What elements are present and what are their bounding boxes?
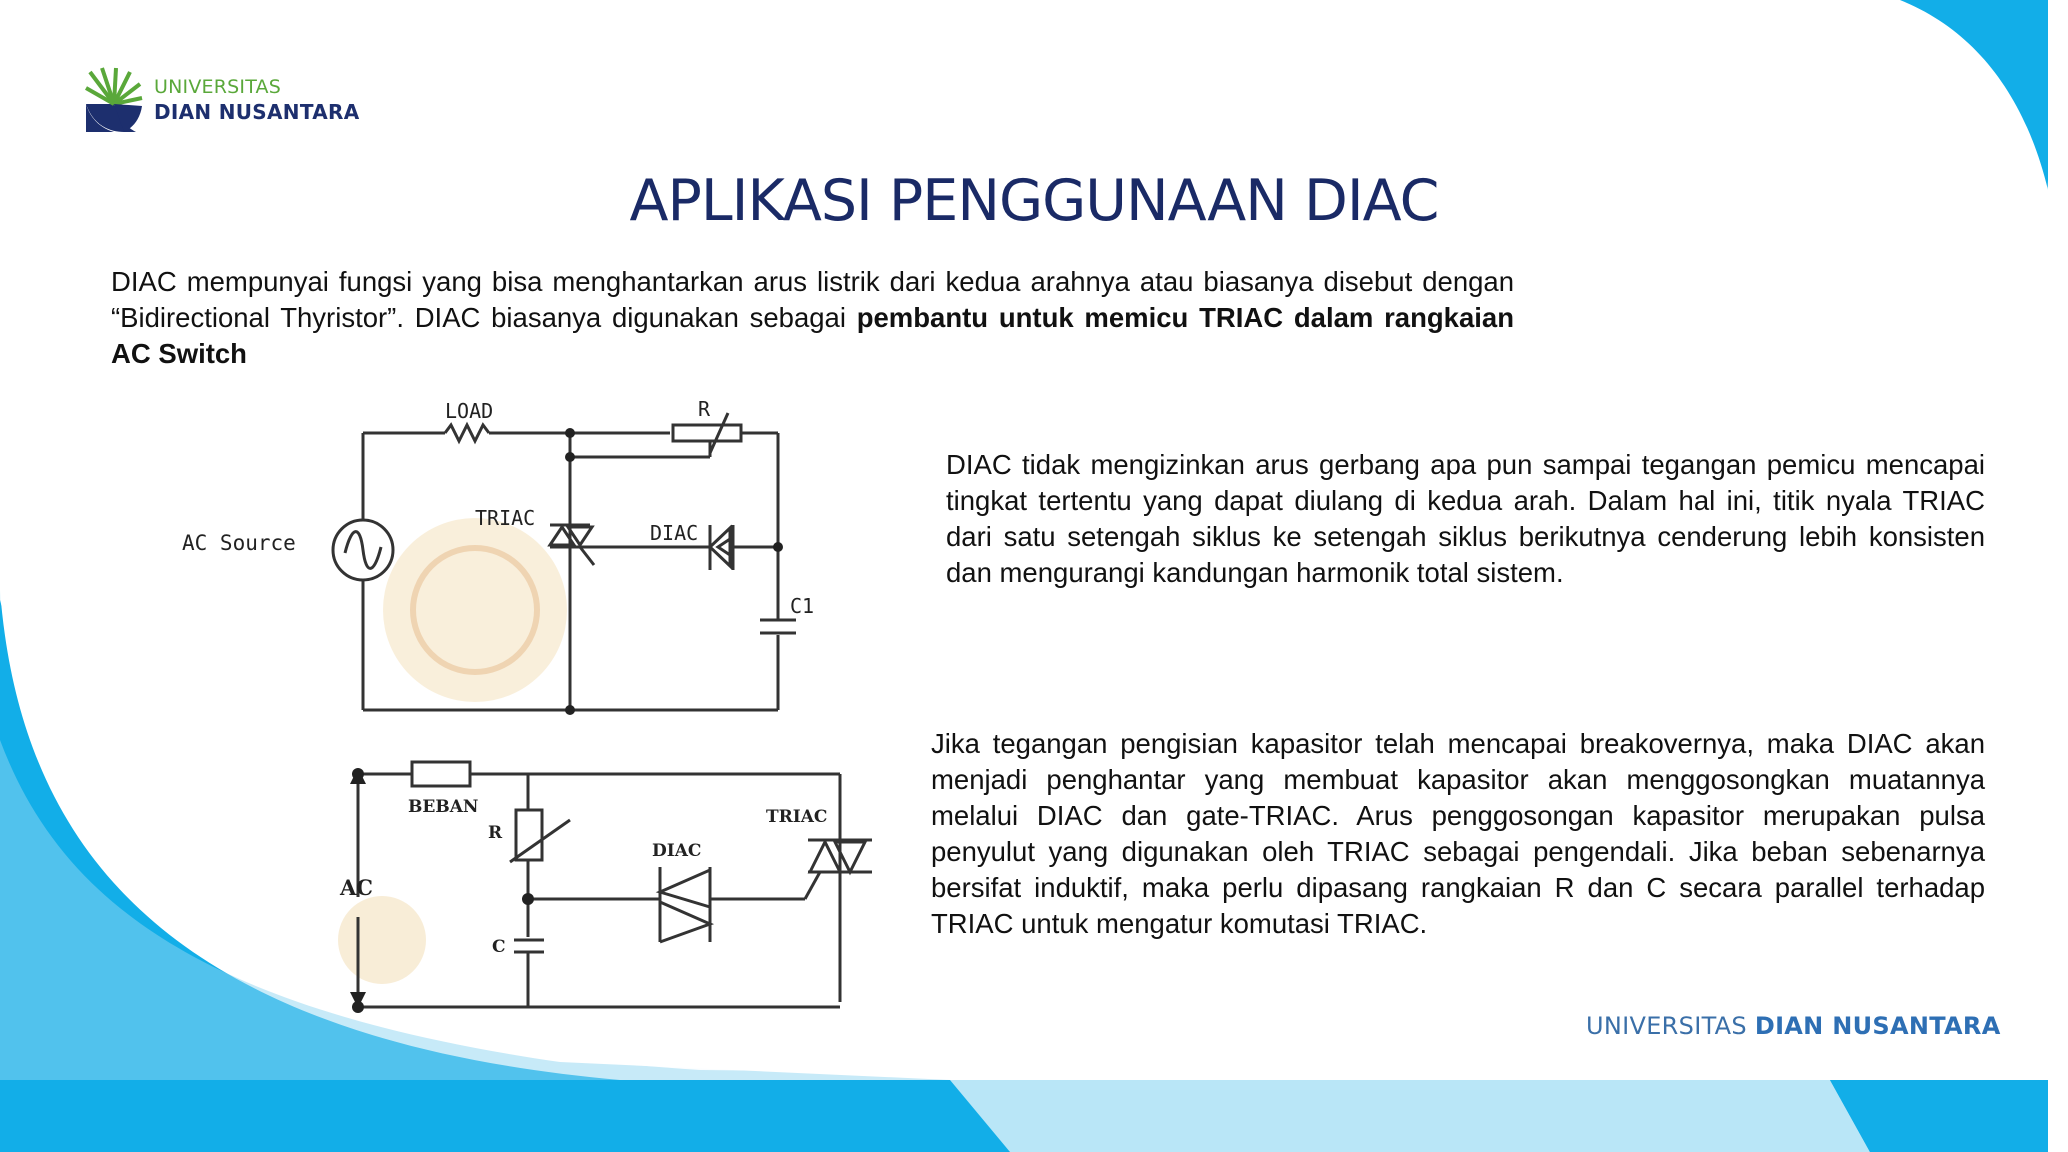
logo-text-dian-nusantara: DIAN NUSANTARA [154, 100, 360, 124]
label-r: R [698, 397, 711, 421]
label-diac2: DIAC [652, 841, 702, 861]
intro-bold-text: pembantu untuk memicu TRIAC dalam rangkaian AC Switch [111, 302, 1514, 369]
intro-paragraph [111, 264, 1514, 372]
intro-text: DIAC mempunyai fungsi yang bisa menghantarkan arus listrik dari kedua arahnya atau biasanya disebut dengan “Bidirectional Thyristor”. DIAC biasanya digunakan sebagai [111, 266, 1514, 333]
label-triac: TRIAC [475, 506, 536, 530]
paragraph-diac-description: DIAC tidak mengizinkan arus gerbang apa pun sampai tegangan pemicu mencapai tingkat tertentu yang dapat diulang di kedua arah. Dalam hal ini, titik nyala TRIAC dari satu setengah siklus ke setengah siklus berikutnya cenderung lebih konsisten dan mengurangi kandungan harmonik total sistem. [946, 449, 1985, 588]
label-ac-source: AC Source [182, 531, 296, 555]
circuit-diagram-ac-switch [170, 395, 815, 725]
label-c1: C1 [790, 594, 815, 618]
label-load: LOAD [445, 399, 494, 423]
watermark-seal-small [338, 896, 426, 984]
label-c2: C [492, 937, 506, 957]
footer-brand-light: UNIVERSITAS [1586, 1012, 1747, 1040]
label-ac: AC [340, 875, 374, 900]
logo-text-universitas: UNIVERSITAS [154, 76, 281, 98]
paragraph-capacitor-discharge: Jika tegangan pengisian kapasitor telah mencapai breakovernya, maka DIAC akan menjadi penghantar yang membuat kapasitor akan menggosongkan muatannya melalui DIAC dan gate-TRIAC. Arus penggosongan kapasitor merupakan pulsa penyulut yang digunakan oleh TRIAC sebagai pengendali. Jika beban sebenarnya bersifat induktif, maka perlu dipasang rangkaian R dan C secara parallel terhadap TRIAC untuk mengatur komutasi TRIAC. [931, 728, 1985, 939]
label-r2: R [488, 823, 503, 843]
label-triac2: TRIAC [766, 807, 828, 827]
footer-brand-bold: DIAN NUSANTARA [1754, 1012, 2001, 1040]
label-beban: BEBAN [408, 797, 479, 817]
footer-brand [1586, 1012, 2001, 1040]
circuit-diagram-diac-triac [330, 752, 890, 1022]
label-diac: DIAC [650, 521, 699, 545]
slide-title: APLIKASI PENGGUNAAN DIAC [629, 168, 1439, 234]
